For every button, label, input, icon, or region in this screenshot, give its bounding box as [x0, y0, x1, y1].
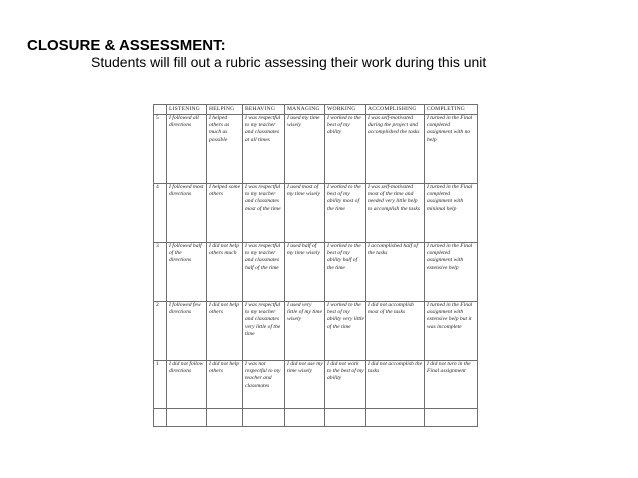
score-cell: 4	[154, 184, 167, 243]
cell-accomplishing: I was self-motivated during the project and accomplished the tasks	[366, 115, 425, 184]
blank-cell	[285, 409, 325, 427]
cell-completing: I turned in the Final completed assignment with extensive help	[425, 243, 478, 302]
header-helping: HELPING	[207, 105, 243, 115]
slide-title: CLOSURE & ASSESSMENT:	[27, 37, 226, 54]
cell-managing: I used very little of my time wisely	[285, 302, 325, 361]
cell-listening: I did not follow directions	[167, 361, 207, 409]
cell-helping: I did not help others much	[207, 243, 243, 302]
cell-listening: I followed all directions	[167, 115, 207, 184]
cell-managing: I used half of my time wisely	[285, 243, 325, 302]
cell-completing: I turned in the Final assignment with extensive help but it was incomplete	[425, 302, 478, 361]
cell-helping: I helped others as much as possible	[207, 115, 243, 184]
cell-working: I worked to the best of my ability most of the time	[325, 184, 366, 243]
cell-behaving: I was respectful to my teacher and classmates very little of the time	[243, 302, 285, 361]
rubric-row-4	[154, 184, 478, 243]
header-accomplishing: ACCOMPLISHING	[366, 105, 425, 115]
cell-helping: I helped some others	[207, 184, 243, 243]
score-cell: 3	[154, 243, 167, 302]
header-working: WORKING	[325, 105, 366, 115]
rubric-header-row	[154, 105, 478, 115]
cell-managing: I did not use my time wisely	[285, 361, 325, 409]
rubric-row-3	[154, 243, 478, 302]
header-behaving: BEHAVING	[243, 105, 285, 115]
score-cell: 5	[154, 115, 167, 184]
header-managing: MANAGING	[285, 105, 325, 115]
rubric-row-2	[154, 302, 478, 361]
score-cell: 2	[154, 302, 167, 361]
cell-working: I worked to the best of my ability	[325, 115, 366, 184]
blank-cell	[425, 409, 478, 427]
blank-cell	[154, 409, 167, 427]
cell-managing: I used most of my time wisely	[285, 184, 325, 243]
cell-working: I did not work to the best of my ability	[325, 361, 366, 409]
cell-listening: I followed few directions	[167, 302, 207, 361]
cell-working: I worked to the best of my ability very little of the time	[325, 302, 366, 361]
cell-completing: I turned in the Final completed assignment with minimal help	[425, 184, 478, 243]
header-completing: COMPLETING	[425, 105, 478, 115]
score-cell: 1	[154, 361, 167, 409]
cell-accomplishing: I accomplished half of the tasks	[366, 243, 425, 302]
cell-managing: I used my time wisely	[285, 115, 325, 184]
cell-helping: I did not help others	[207, 361, 243, 409]
blank-cell	[366, 409, 425, 427]
cell-accomplishing: I was self-motivated most of the time and needed very little help to accomplish the tasks	[366, 184, 425, 243]
cell-completing: I did not turn in the Final assignment	[425, 361, 478, 409]
rubric-row-blank	[154, 409, 478, 427]
cell-behaving: I was respectful to my teacher and classmates most of the time	[243, 184, 285, 243]
blank-cell	[243, 409, 285, 427]
rubric-row-1	[154, 361, 478, 409]
cell-behaving: I was not respectful to my teacher and classmates	[243, 361, 285, 409]
blank-cell	[207, 409, 243, 427]
blank-cell	[167, 409, 207, 427]
cell-working: I worked to the best of my ability half of the time	[325, 243, 366, 302]
cell-listening: I followed most directions	[167, 184, 207, 243]
header-score	[154, 105, 167, 115]
cell-completing: I turned in the Final completed assignment with no help	[425, 115, 478, 184]
blank-cell	[325, 409, 366, 427]
rubric-table	[153, 104, 478, 427]
cell-behaving: I was respectful to my teacher and classmates at all times	[243, 115, 285, 184]
slide-subtitle: Students will fill out a rubric assessing their work during this unit	[91, 54, 487, 70]
cell-accomplishing: I did not accomplish most of the tasks	[366, 302, 425, 361]
header-listening: LISTENING	[167, 105, 207, 115]
cell-behaving: I was respectful to my teacher and classmates half of the time	[243, 243, 285, 302]
cell-accomplishing: I did not accomplish the tasks	[366, 361, 425, 409]
rubric-row-5	[154, 115, 478, 184]
cell-listening: I followed half of the directions	[167, 243, 207, 302]
cell-helping: I did not help others	[207, 302, 243, 361]
rubric-image	[153, 104, 477, 415]
